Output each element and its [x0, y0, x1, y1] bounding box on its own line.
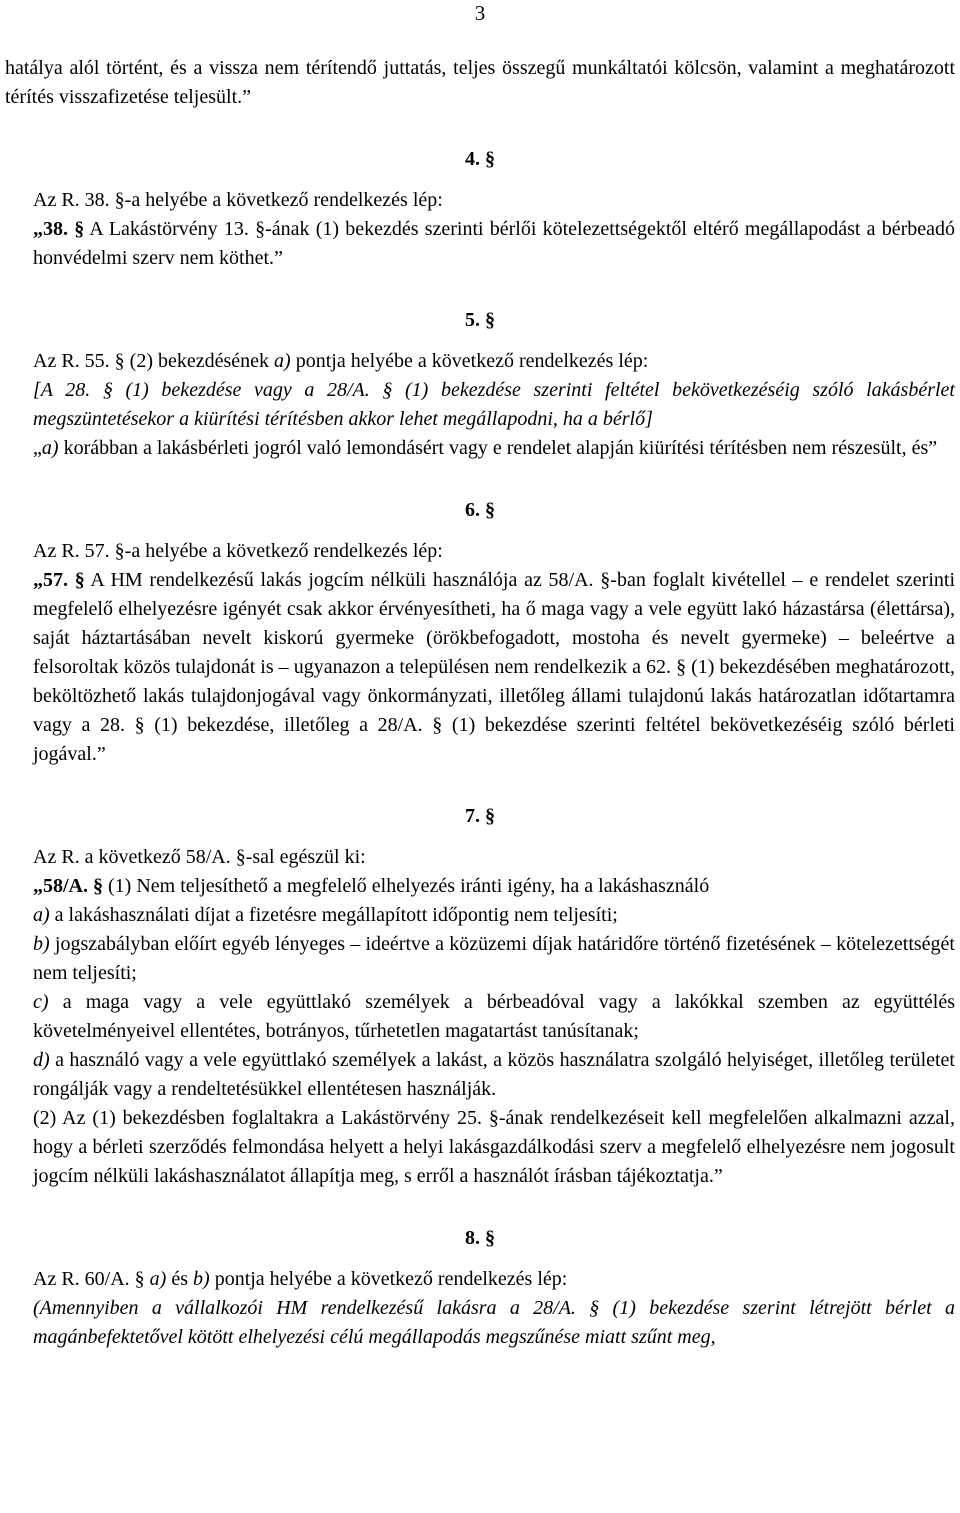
- section-heading-7: 7. §: [465, 805, 495, 827]
- section-heading-8: 8. §: [465, 1227, 495, 1249]
- section-7-text: (1) Nem teljesíthető a megfelelő elhelyezés iránti igény, ha a lakáshasználó: [103, 875, 710, 897]
- section-4-lead: „38. §: [33, 218, 85, 240]
- section-8-bracket: (Amennyiben a vállalkozói HM rendelkezésű lakásra a 28/A. § (1) bekezdése szerint létrejött bérlet a magánbefektetővel kötött elhelyezési célú megállapodás megszűnése miatt szűnt meg,: [33, 1297, 955, 1348]
- section-4-intro: Az R. 38. §-a helyébe a következő rendelkezés lép:: [33, 189, 443, 211]
- section-7-paragraph-2: (2) Az (1) bekezdésben foglaltakra a Lakástörvény 25. §-ának rendelkezéseit kell megfelelően alkalmazni azzal, hogy a bérleti szerződés felmondása helyett a helyi lakásgazdálkodási szerv a megfelelő elhelyezésre nem jogosult jogcím nélküli lakáshasználatot állapítja meg, s erről a használót írásban tájékoztatja.”: [33, 1107, 955, 1187]
- section-7-item-c: [5, 988, 955, 1046]
- section-5-item-text: korábban a lakásbérleti jogról való lemondásért vagy e rendelet alapján kiürítési térítésben nem részesült, és”: [58, 437, 938, 459]
- page-number: 3: [474, 1, 486, 25]
- item-text: a használó vagy a vele együttlakó személyek a lakást, a közös használatra szolgáló helyiséget, illetőleg területet rongálják vagy a rendeltetésükkel ellentétesen használják.: [33, 1049, 955, 1100]
- section-4-body: [5, 215, 955, 273]
- section-5-intro-text-b: pontja helyébe a következő rendelkezés lép:: [290, 350, 649, 372]
- section-5-bracket: [A 28. § (1) bekezdése vagy a 28/A. § (1) bekezdése szerinti feltétel bekövetkezéséig szóló lakásbérlet megszüntetésekor a kiürítési térítésben akkor lehet megállapodni, ha a bérlő]: [33, 379, 955, 430]
- section-heading-4: 4. §: [465, 148, 495, 170]
- item-label: b): [33, 933, 50, 955]
- section-heading-6: 6. §: [465, 499, 495, 521]
- section-6-intro: Az R. 57. §-a helyébe a következő rendelkezés lép:: [33, 540, 443, 562]
- section-8-intro: [5, 1265, 955, 1294]
- section-5-intro: [5, 347, 955, 376]
- section-8-intro-text-b: pontja helyébe a következő rendelkezés lép:: [209, 1268, 568, 1290]
- section-5-item-quote: „: [33, 437, 42, 459]
- item-text: jogszabályban előírt egyéb lényeges – ideértve a közüzemi díjak határidőre történő fizetésének – kötelezettségét nem teljesíti;: [33, 933, 955, 984]
- section-8-intro-text-a: Az R. 60/A. §: [33, 1268, 150, 1290]
- section-6-lead: „57. §: [33, 569, 85, 591]
- section-4-text: A Lakástörvény 13. §-ának (1) bekezdés szerinti bérlői kötelezettségektől eltérő megállapodást a bérbeadó honvédelmi szerv nem köthet.”: [33, 218, 955, 269]
- section-7-item-b: [5, 930, 955, 988]
- item-text: a maga vagy a vele együttlakó személyek a bérbeadóval vagy a lakókkal szemben az együttélés követelményeivel ellentétes, botrányos, tűrhetetlen magatartást tanúsítanak;: [33, 991, 955, 1042]
- item-text: a lakáshasználati díjat a fizetésre megállapított időpontig nem teljesíti;: [49, 904, 618, 926]
- section-5-intro-text-a: Az R. 55. § (2) bekezdésének: [33, 350, 275, 372]
- section-7-body: [5, 872, 955, 901]
- item-label: c): [33, 991, 49, 1013]
- section-8-intro-and: és: [166, 1268, 194, 1290]
- section-5-item: [5, 434, 955, 463]
- section-8-point-b: b): [193, 1268, 210, 1290]
- section-7-lead: „58/A. §: [33, 875, 103, 897]
- section-5-item-label: a): [41, 437, 59, 459]
- item-label: d): [33, 1049, 50, 1071]
- section-7-item-d: [5, 1046, 955, 1104]
- section-heading-5: 5. §: [465, 309, 495, 331]
- section-5-intro-point: a): [274, 350, 291, 372]
- item-label: a): [33, 904, 50, 926]
- section-7-item-a: [5, 901, 955, 930]
- section-8-point-a: a): [149, 1268, 167, 1290]
- section-7-intro: Az R. a következő 58/A. §-sal egészül ki:: [33, 846, 366, 868]
- section-6-body: [5, 566, 955, 769]
- paragraph-intro: hatálya alól történt, és a vissza nem térítendő juttatás, teljes összegű munkáltatói kölcsön, valamint a meghatározott térítés visszafizetése teljesült.”: [5, 57, 955, 108]
- section-6-text: A HM rendelkezésű lakás jogcím nélküli használója az 58/A. §-ban foglalt kivétellel – e rendelet szerinti megfelelő elhelyezésre igényét csak akkor érvényesítheti, ha ő maga vagy a vele együtt lakó házastársa (élettársa), saját háztartásában nevelt kiskorú gyermeke (örökbefogadott, mostoha és nevelt gyermeke) – beleértve a felsoroltak közös tulajdonát is – ugyanazon a településen nem rendelkezik a 62. § (1) bekezdésében meghatározott, beköltözhető lakás tulajdonjogával vagy önkormányzati, illetőleg állami tulajdonú lakás határozatlan időtartamra vagy a 28. § (1) bekezdése, illetőleg a 28/A. § (1) bekezdése szerinti feltétel bekövetkezéséig szóló bérleti jogával.”: [33, 569, 956, 765]
